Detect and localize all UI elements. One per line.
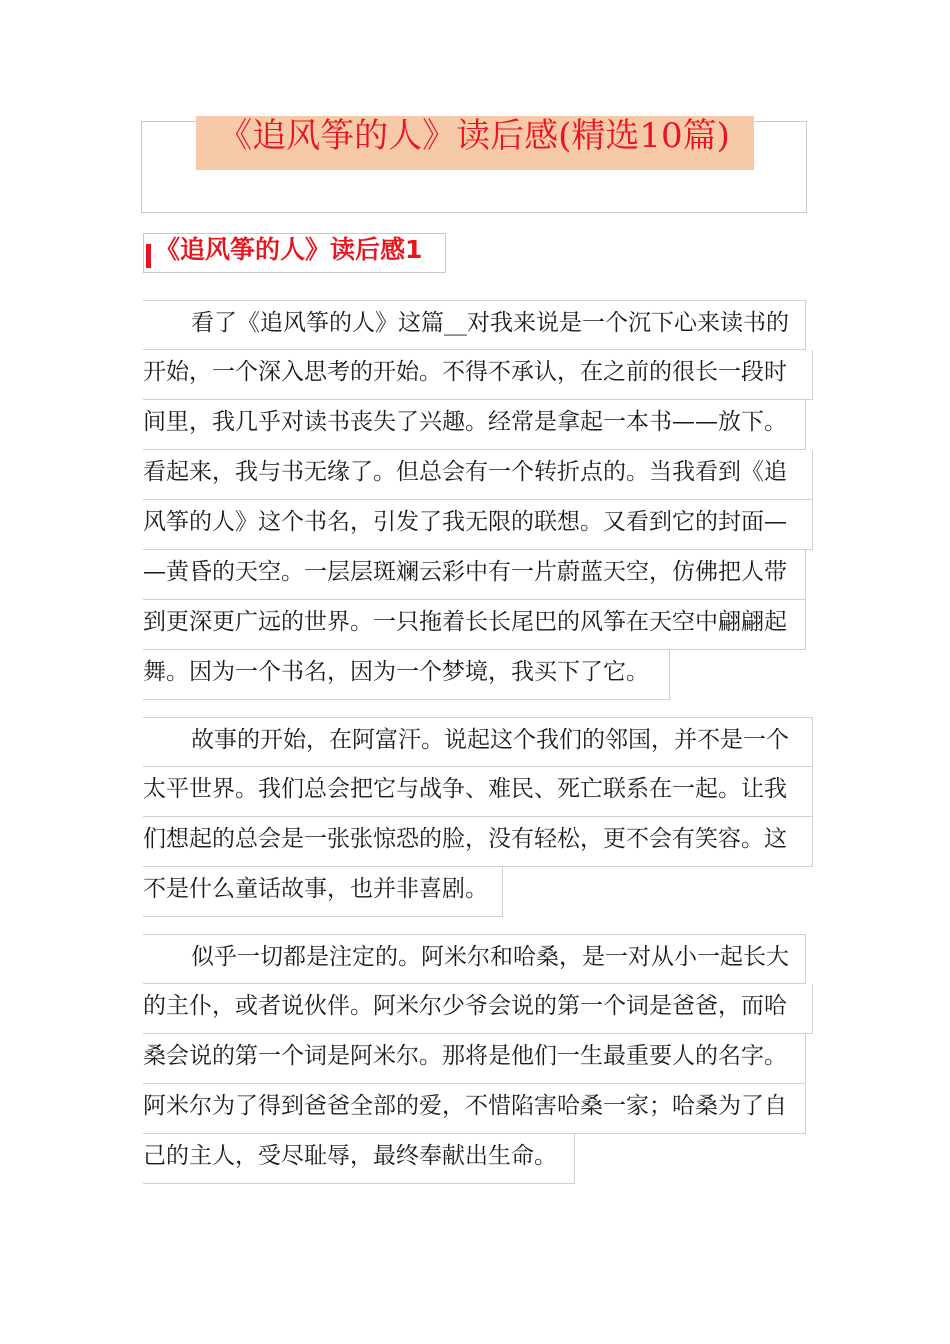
paragraph-line: 桑会说的第一个词是阿米尔。那将是他们一生最重要人的名字。: [143, 1034, 806, 1084]
paragraph-line: 舞。因为一个书名，因为一个梦境，我买下了它。: [143, 650, 670, 700]
paragraph-line: 己的主人，受尽耻辱，最终奉献出生命。: [143, 1134, 575, 1184]
paragraph-line: 看了《追风筝的人》这篇__对我来说是一个沉下心来读书的: [143, 300, 806, 350]
paragraph-line: 风筝的人》这个书名，引发了我无限的联想。又看到它的封面—: [143, 500, 813, 550]
paragraph-line: 开始，一个深入思考的开始。不得不承认，在之前的很长一段时: [143, 350, 813, 400]
paragraph-line: 的主仆，或者说伙伴。阿米尔少爷会说的第一个词是爸爸，而哈: [143, 984, 813, 1034]
paragraph-line: 间里，我几乎对读书丧失了兴趣。经常是拿起一本书——放下。: [143, 400, 806, 450]
heading-bullet-mark: [146, 244, 151, 268]
paragraph-line: 们想起的总会是一张张惊恐的脸，没有轻松，更不会有笑容。这: [143, 817, 813, 867]
paragraph-line: 阿米尔为了得到爸爸全部的爱，不惜陷害哈桑一家；哈桑为了自: [143, 1084, 806, 1134]
paragraph-line: 似乎一切都是注定的。阿米尔和哈桑，是一对从小一起长大: [143, 934, 806, 984]
paragraph-line: 太平世界。我们总会把它与战争、难民、死亡联系在一起。让我: [143, 767, 813, 817]
paragraph-line: —黄昏的天空。一层层斑斓云彩中有一片蔚蓝天空，仿佛把人带: [143, 550, 806, 600]
paragraph-line: 看起来，我与书无缘了。但总会有一个转折点的。当我看到《追: [143, 450, 813, 500]
paragraph-line: 故事的开始，在阿富汗。说起这个我们的邻国，并不是一个: [143, 717, 813, 767]
paragraph-line: 不是什么童话故事，也并非喜剧。: [143, 867, 503, 917]
paragraph-line: 到更深更广远的世界。一只拖着长长尾巴的风筝在天空中翩翩起: [143, 600, 806, 650]
section-heading: 《追风筝的人》读后感1: [155, 235, 423, 264]
document-title: 《追风筝的人》读后感(精选10篇): [218, 116, 730, 156]
